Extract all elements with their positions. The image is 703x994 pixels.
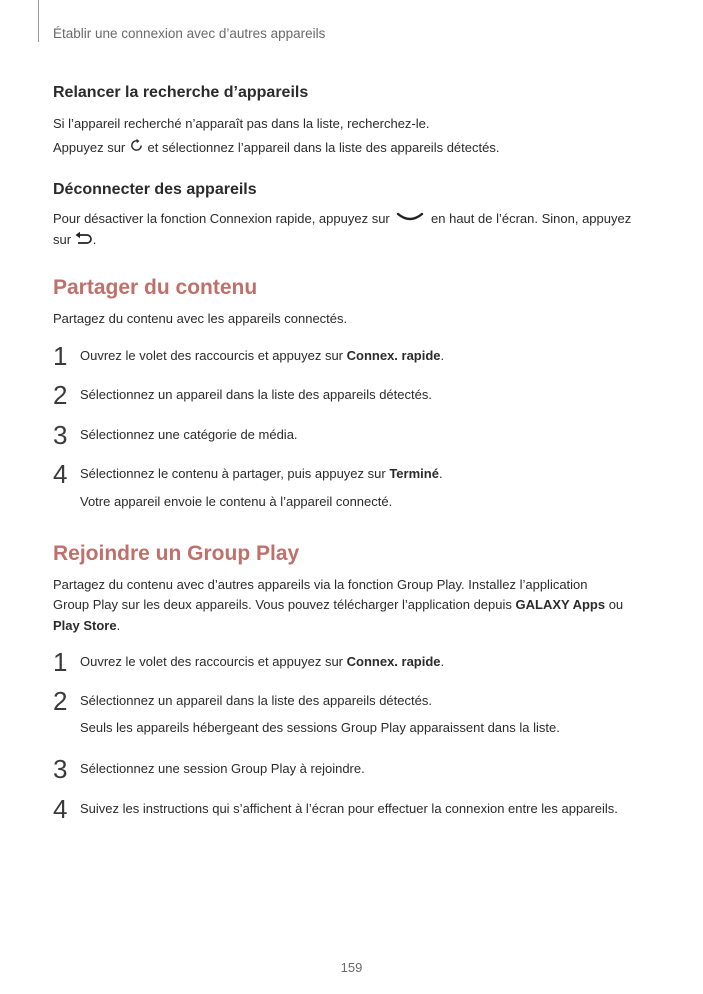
rejoindre-intro-line3: Play Store. <box>53 618 121 633</box>
page-number: 159 <box>340 960 363 975</box>
partager-step-4-number: 4 <box>53 459 68 489</box>
rejoindre-step-1-number: 1 <box>53 647 68 677</box>
rejoindre-step-4-text: Suivez les instructions qui s’affichent à l’écran pour effectuer la connexion entre les appareils. <box>80 801 618 816</box>
section-title-relancer: Relancer la recherche d’appareils <box>53 84 309 101</box>
rejoindre-step-1-text: Ouvrez le volet des raccourcis et appuyez sur Connex. rapide. <box>80 654 445 669</box>
deconnecter-line2-after: . <box>92 232 97 247</box>
partager-step-2-number: 2 <box>53 380 68 410</box>
rejoindre-intro-line1: Partagez du contenu avec d’autres appareils via la fonction Group Play. Installez l’application <box>53 577 588 592</box>
section-title-partager: Partager du contenu <box>53 276 258 299</box>
rejoindre-step-2-note: Seuls les appareils hébergeant des sessions Group Play apparaissent dans la liste. <box>80 720 560 735</box>
chevron-down-icon <box>395 211 425 226</box>
section-title-deconnecter: Déconnecter des appareils <box>53 181 257 198</box>
relancer-line2-before: Appuyez sur <box>53 140 126 155</box>
section-title-rejoindre: Rejoindre un Group Play <box>53 542 300 565</box>
partager-step-4-text: Sélectionnez le contenu à partager, puis appuyez sur Terminé. <box>80 466 443 481</box>
partager-step-1-number: 1 <box>53 341 68 371</box>
partager-step-4-note: Votre appareil envoie le contenu à l’appareil connecté. <box>80 494 393 509</box>
page-header: Établir une connexion avec d’autres appareils <box>53 26 326 41</box>
deconnecter-line1-before: Pour désactiver la fonction Connexion rapide, appuyez sur <box>53 211 390 226</box>
back-icon <box>75 231 93 248</box>
partager-step-3-number: 3 <box>53 420 68 450</box>
partager-step-1-text: Ouvrez le volet des raccourcis et appuyez sur Connex. rapide. <box>80 348 445 363</box>
refresh-icon <box>129 138 144 156</box>
relancer-line2 <box>53 140 499 156</box>
rejoindre-intro-line2: Group Play sur les deux appareils. Vous pouvez télécharger l’application depuis GALAXY Apps ou <box>53 597 624 612</box>
relancer-line1: Si l’appareil recherché n’apparaît pas dans la liste, recherchez-le. <box>53 116 430 131</box>
partager-step-2-text: Sélectionnez un appareil dans la liste des appareils détectés. <box>80 387 432 402</box>
partager-step-3-text: Sélectionnez une catégorie de média. <box>80 427 298 442</box>
deconnecter-line1-after: en haut de l’écran. Sinon, appuyez <box>431 211 632 226</box>
deconnecter-line1 <box>53 211 631 226</box>
rejoindre-step-3-text: Sélectionnez une session Group Play à rejoindre. <box>80 761 365 776</box>
deconnecter-line2-before: sur <box>53 232 72 247</box>
rejoindre-step-3-number: 3 <box>53 754 68 784</box>
rejoindre-step-2-text: Sélectionnez un appareil dans la liste des appareils détectés. <box>80 693 432 708</box>
rejoindre-step-4-number: 4 <box>53 794 68 824</box>
rejoindre-step-2-number: 2 <box>53 686 68 716</box>
deconnecter-line2 <box>53 232 96 248</box>
header-divider <box>38 0 39 42</box>
partager-intro: Partagez du contenu avec les appareils connectés. <box>53 311 348 326</box>
relancer-line2-after: et sélectionnez l’appareil dans la liste des appareils détectés. <box>147 140 500 155</box>
